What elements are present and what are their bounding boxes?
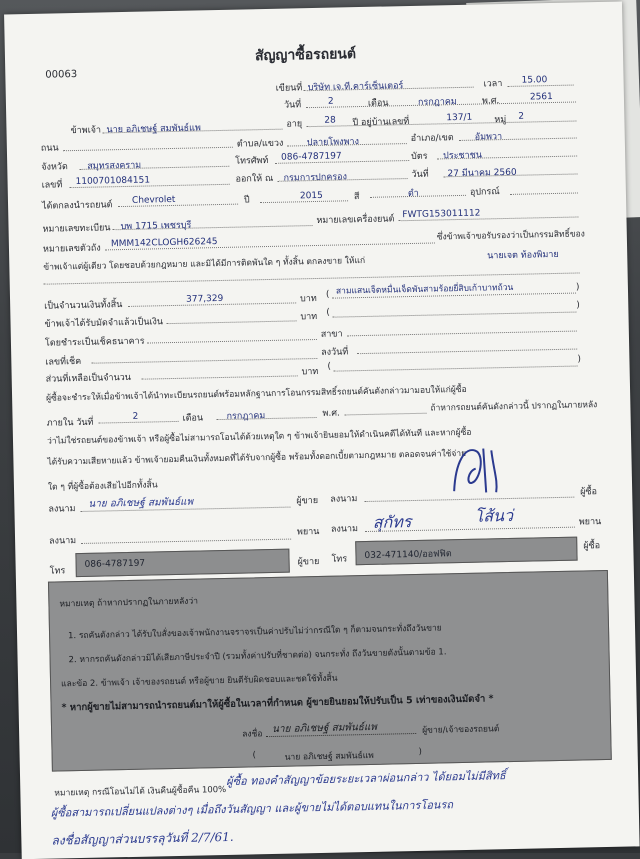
date-label: วันที่ [284,97,301,111]
clause-c: ได้รับความเสียหายแล้ว ข้าพเจ้ายอมคืนเงินทั้งหมดที่ได้รับจากผู้ซื้อ พร้อมทั้งดอกเบี้ยตามกฎหมาย ตลอดจนค่าใช้จ่าย [47,446,466,469]
owner-sign-label: ลงชื่อ [242,726,263,740]
engine-value: FWTG153011112 [402,209,480,221]
deposit-baht: บาท [300,309,317,323]
seller-role: ผู้ขาย [296,493,318,507]
car-year-value: 2015 [300,191,323,201]
moo-value: 2 [518,112,524,122]
moo-label: หมู่ [494,112,506,126]
clause-a: ถ้าหากรถยนต์คันดังกล่าวนี้ ปรากฏในภายหลัง [430,397,597,414]
seller-phone-label: โทร [50,563,66,577]
issued-by-label: ออกให้ ณ [235,171,273,186]
branch-line [347,331,577,337]
witness2-role: พยาน [579,514,602,528]
page-title: สัญญาซื้อรถยนต์ [255,43,356,67]
seller-sign-label: ลงนาม [48,501,75,516]
cheque-label: โดยชำระเป็นเช็คธนาคาร [45,334,145,350]
penalty-warning: * หากผู้ขายไม่สามารถนำรถยนต์มาให้ผู้ซื้อในเวลาที่กำหนด ผู้ขายยินยอมให้ปรับเป็น 5 เท่าของเงินมัดจำ * [61,691,493,715]
issued-date-value: 27 มีนาคม 2560 [447,165,516,180]
cheque-no-line [91,358,317,364]
within-year-label: พ.ศ. [322,406,340,420]
amount-label: เป็นจำนวนเงินทั้งสิ้น [44,297,123,313]
year-label: พ.ศ. [482,93,500,107]
card-value: ประชาชน [443,147,482,162]
phone-label: โทรศัพท์ [235,153,268,168]
witness1-sign-line [81,539,291,544]
amount-baht: บาท [300,291,317,305]
car-brand-value: Chevrolet [132,195,176,206]
chassis-value: MMM142CLOGH626245 [111,237,218,249]
amount-words-close: ) [576,282,580,292]
seller-phone-role: ผู้ขาย [297,554,319,568]
province-value: สมุทรสงคราม [87,158,141,173]
age-label: อายุ [286,116,302,130]
footer-remark: หมายเหตุ กรณีโอนไม่ได้ เงินคืนผู้ซื้อคืน 100% [54,782,226,800]
remaining-words-line [334,366,578,372]
seller-phone-box [75,549,289,577]
car-year-line [260,200,348,203]
within-month-label: เดือน [182,410,203,424]
seller-sign: นาย อภิเชษฐ์ สมพันธ์แพ [88,495,193,512]
time-value: 15.00 [521,75,547,86]
buyer-signature: โส้นว่ [474,504,513,530]
id-label: เลขที่ [41,177,62,191]
car-brand-label: ได้ตกลงนำรถยนต์ [42,197,113,212]
deposit-words-line [332,312,576,318]
branch-label: สาขา [321,326,343,340]
accessories-label: อุปกรณ์ [470,184,500,199]
within-day: 2 [132,412,138,422]
ownership-text: ซึ่งข้าพเจ้าขอรับรองว่าเป็นกรรมสิทธิ์ของ [437,226,585,243]
district-label: อำเภอ/เขต [411,130,454,145]
plate-label: หมายเลขทะเบียน [42,220,110,235]
handwritten-note-1: ผู้ซื้อ ทองคำสัญญาข้อยระยะเวลาผ่อนกล่าว ได้ยอมไม่มีสิทธิ์ [226,766,506,790]
witness-signature: สุกัทร [373,510,412,536]
written-at-label: เขียนที่ [276,80,303,95]
car-year-label: ปี [244,192,250,206]
buyer-sign-label: ลงนาม [330,491,357,506]
handwritten-note-3: ลงชื่อสัญญาส่วนบรรลุวันที่ 2/7/61. [51,828,234,851]
owner-signature: นาย อภิเชษฐ์ สมพันธ์แพ [272,720,377,737]
remaining-words-close: ) [577,354,581,364]
deposit-words-open: ( [326,308,330,318]
owner-name-open: ( [253,750,257,760]
remaining-label: ส่วนที่เหลือเป็นจำนวน [46,370,131,386]
clause-b: ว่าไม่ใช่รถยนต์ของข้าพเจ้า หรือผู้ซื้อไม่สามารถโอนได้ด้วยเหตุใด ๆ ข้าพเจ้ายินยอมให้ดำเนินคดีได้ทันที และหากผู้ซื้อ [47,425,472,448]
sole-owner-text: ข้าพเจ้าแต่ผู้เดียว โดยชอบด้วยกฎหมาย และมิได้มีการติดพันใด ๆ ทั้งสิ้น ตกลงขาย ให้แก่ [43,253,365,274]
month-label: เดือน [368,95,389,109]
within-label: ภายใน วันที่ [46,415,93,430]
time-line [508,85,574,87]
buyer-pay-text: ผู้ซื้อจะชำระให้เมื่อข้าพเจ้าได้นำทะเบียนรถยนต์พร้อมหลักฐานการโอนกรรมสิทธิ์รถยนต์คันดังกล่าวมามอบให้แก่ผู้ซื้อ [46,382,467,405]
seller-phone: 086-4787197 [85,559,146,570]
cheque-no-label: เลขที่เช็ค [45,354,81,369]
issued-by-value: กรมการปกครอง [283,169,347,184]
age-unit: ปี อยู่บ้านเลขที่ [352,114,409,129]
owner-role: ผู้ขาย/เจ้าของรถยนต์ [422,721,499,737]
buyer-phone-label: โทร [331,551,347,565]
note-1: 1. รถคันดังกล่าว ได้รับใบสั่งของเจ้าพนักงานจราจรเป็นค่าปรับไม่ว่ากรณีใด ๆ ก็ตามจนกระทั่งถึงวันขาย [68,620,442,642]
engine-label: หมายเลขเครื่องยนต์ [316,211,394,227]
house-number: 137/1 [446,113,472,124]
color-label: สี [354,189,360,203]
deposit-line [167,320,297,324]
phone-value: 086-4787197 [281,151,342,162]
within-year-line [345,413,427,416]
deposit-words-close: ) [576,300,580,310]
buyer-phone-box [355,537,577,566]
road-line [63,147,233,152]
seller-name: นาย อภิเชษฐ์ สมพันธ์แพ [106,120,201,136]
address-line [306,121,576,128]
owner-name-close: ) [418,747,422,757]
issued-date-label: วันที่ [411,167,428,181]
note-3: และข้อ 2. ข้าพเจ้า เจ้าของรถยนต์ หรือผู้ขาย ยินดีรับผิดชอบและชดใช้ทั้งสิ้น [61,671,338,691]
within-month: กรกฎาคม [226,408,265,423]
time-label: เวลา [483,76,502,90]
handwritten-note-2: ผู้ซื้อสามารถเปลี่ยนแปลงต่างๆ เมื่อถึงวันสัญญา และผู้ขายไม่ได้ตอบแทนในการโอนรถ [51,795,454,821]
age-value: 28 [324,116,336,126]
document-number: 00063 [45,69,77,81]
remaining-words-open: ( [327,362,331,372]
cheque-date-line [357,349,577,355]
deposit-label: ข้าพเจ้าได้รับมัดจำแล้วเป็นเงิน [44,314,163,330]
cheque-date-label: ลงวันที่ [321,344,348,359]
chassis-label: หมายเลขตัวถัง [43,241,101,256]
date-month: กรกฎาคม [418,94,457,109]
accessories-line [510,192,578,194]
owner-name: นาย อภิเชษฐ์ สมพันธ์แพ [285,748,374,764]
clause-d: ใด ๆ ที่ผู้ซื้อต้องเสียไปอีกทั้งสิ้น [48,477,158,493]
color-value: ดำ [408,186,419,200]
witness2-sign-label: ลงนาม [331,521,358,536]
date-day: 2 [328,97,334,107]
buyer-name: นายเจต ท้องพิมาย [487,247,559,262]
road-label: ถนน [41,140,59,154]
subdistrict-label: ตำบล/แขวง [237,136,284,151]
amount-words-open: ( [326,290,330,300]
written-at-value: บริษัท เจ.ที.คาร์เซ็นเตอร์ [308,78,404,94]
seller-label: ข้าพเจ้า [70,122,101,137]
witness1-sign-label: ลงนาม [49,533,76,548]
witness1-role: พยาน [297,524,320,538]
buyer-phone-role: ผู้ซื้อ [583,538,600,552]
contract-page [4,2,640,859]
id-number: 1100701084151 [75,175,150,187]
date-year: 2561 [530,92,553,102]
buyer-role: ผู้ซื้อ [580,484,597,498]
remaining-line [142,375,298,379]
plate-value: บพ 1715 เพชรบุรี [120,218,191,233]
buyer-signature-mark [445,440,506,501]
within-day-line [99,421,179,424]
amount-value: 377,329 [186,294,223,305]
cheque-line [147,339,317,344]
amount-words: สามแสนเจ็ดหมื่นเจ็ดพันสามร้อยยี่สิบเก้าบาทถ้วน [336,280,514,298]
notes-box [48,570,612,772]
buyer-phone: 032-471140/ออฟฟิต [364,546,451,562]
note-2: 2. หากรถคันดังกล่าวมิได้เสียภาษีประจำปี (รวมทั้งค่าปรับที่ชาดต่อ) จนกระทั่ง ถึงวันขายดังนั้นตามข้อ 1. [68,644,446,666]
notes-heading: หมายเหตุ ถ้าหากปรากฏในภายหลังว่า [59,594,198,611]
district-value: อัมพวา [475,129,503,144]
subdistrict-value: ปลายโพงพาง [307,134,359,149]
card-label: บัตร [411,149,428,163]
remaining-baht: บาท [301,364,318,378]
province-label: จังหวัด [41,159,68,174]
